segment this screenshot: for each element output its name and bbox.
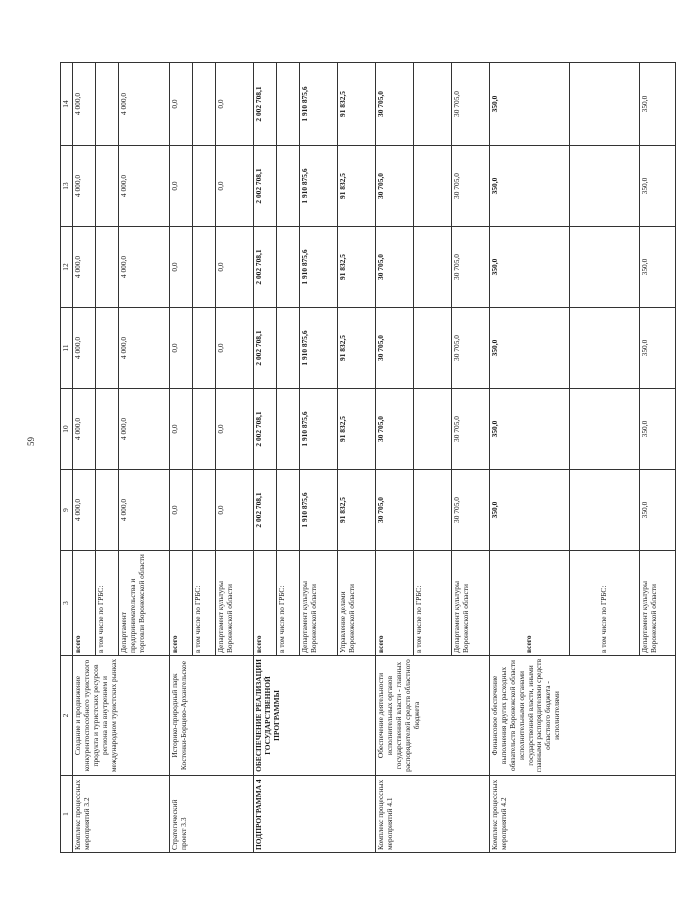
row-code: Комплекс процессных мероприятий 3.2 <box>73 776 170 853</box>
value-cell <box>277 63 300 146</box>
value-cell: 30 705,0 <box>376 470 414 551</box>
value-cell: 2 002 708,1 <box>254 389 277 470</box>
rotated-page-content <box>60 63 658 853</box>
row-title: Создание и продвижение конкурентоспособного туристского продукта и туристских ресурсов региона на внутреннем и международном туристских рынках <box>73 656 170 776</box>
value-cell <box>193 308 216 389</box>
value-cell: 91 832,5 <box>338 470 376 551</box>
value-cell: 350,0 <box>640 389 676 470</box>
value-cell: 30 705,0 <box>376 63 414 146</box>
value-cell <box>570 227 640 308</box>
header-row <box>61 63 73 853</box>
header-cell: 3 <box>61 551 73 656</box>
header-cell: 10 <box>61 389 73 470</box>
value-cell: 0,0 <box>216 146 254 227</box>
value-cell: 0,0 <box>216 389 254 470</box>
value-cell: 30 705,0 <box>452 227 490 308</box>
header-cell: 9 <box>61 470 73 551</box>
value-cell <box>96 470 119 551</box>
value-cell: 0,0 <box>170 470 193 551</box>
row-label: в том числе по ГРБС: <box>277 551 300 656</box>
value-cell: 4 000,0 <box>119 227 170 308</box>
value-cell: 0,0 <box>170 63 193 146</box>
value-cell: 350,0 <box>640 63 676 146</box>
header-cell: 14 <box>61 63 73 146</box>
row-code: Комплекс процессных мероприятий 4.2 <box>490 776 676 853</box>
value-cell: 0,0 <box>170 227 193 308</box>
value-cell: 91 832,5 <box>338 308 376 389</box>
value-cell <box>414 389 452 470</box>
table-row <box>490 63 570 853</box>
value-cell: 4 000,0 <box>73 389 96 470</box>
value-cell <box>96 308 119 389</box>
value-cell: 350,0 <box>490 470 570 551</box>
row-label: в том числе по ГРБС: <box>96 551 119 656</box>
value-cell: 4 000,0 <box>119 389 170 470</box>
value-cell: 4 000,0 <box>119 470 170 551</box>
value-cell <box>193 63 216 146</box>
value-cell <box>96 63 119 146</box>
value-cell <box>96 146 119 227</box>
value-cell: 0,0 <box>216 227 254 308</box>
value-cell: 1 910 875,6 <box>300 146 338 227</box>
value-cell <box>277 308 300 389</box>
value-cell: 4 000,0 <box>73 470 96 551</box>
value-cell: 350,0 <box>490 227 570 308</box>
value-cell: 0,0 <box>216 308 254 389</box>
header-cell: 13 <box>61 146 73 227</box>
value-cell: 350,0 <box>640 470 676 551</box>
value-cell <box>96 389 119 470</box>
table-row <box>376 63 414 853</box>
value-cell: 1 910 875,6 <box>300 389 338 470</box>
value-cell <box>193 227 216 308</box>
value-cell <box>570 389 640 470</box>
value-cell <box>193 146 216 227</box>
row-label: в том числе по ГРБС: <box>414 551 452 656</box>
value-cell: 30 705,0 <box>452 470 490 551</box>
row-label: всего <box>254 551 277 656</box>
value-cell: 0,0 <box>170 389 193 470</box>
value-cell: 0,0 <box>216 470 254 551</box>
value-cell: 4 000,0 <box>73 146 96 227</box>
value-cell <box>570 146 640 227</box>
value-cell <box>570 470 640 551</box>
value-cell: 1 910 875,6 <box>300 470 338 551</box>
value-cell: 30 705,0 <box>452 389 490 470</box>
page-number: 59 <box>26 437 36 446</box>
value-cell <box>193 470 216 551</box>
row-label: в том числе по ГРБС: <box>570 551 640 656</box>
value-cell: 30 705,0 <box>452 146 490 227</box>
row-label: Департамент культуры Воронежской области <box>216 551 254 656</box>
row-label: Департамент культуры Воронежской области <box>300 551 338 656</box>
row-title: Финансовое обеспечение выполнения других расходных обязательств Воронежской области исполнительными органами государственной власти, иными главными распорядителями средств областного бюджета - исполнителями <box>490 656 676 776</box>
value-cell: 4 000,0 <box>119 146 170 227</box>
value-cell: 2 002 708,1 <box>254 308 277 389</box>
value-cell: 0,0 <box>216 63 254 146</box>
value-cell <box>277 470 300 551</box>
value-cell: 2 002 708,1 <box>254 470 277 551</box>
row-label: Департамент культуры Воронежской области <box>640 551 676 656</box>
value-cell: 1 910 875,6 <box>300 63 338 146</box>
budget-table <box>60 62 676 853</box>
value-cell <box>277 389 300 470</box>
row-title: Обеспечение деятельности исполнительных органов государственной власти - главных распорядителей средств областного бюджета <box>376 656 490 776</box>
header-cell: 11 <box>61 308 73 389</box>
value-cell: 30 705,0 <box>376 146 414 227</box>
row-label: Департамент культуры Воронежской области <box>452 551 490 656</box>
row-label: Управление делами Воронежской области <box>338 551 376 656</box>
value-cell: 91 832,5 <box>338 63 376 146</box>
row-label: всего <box>73 551 96 656</box>
row-code: Комплекс процессных мероприятий 4.1 <box>376 776 490 853</box>
header-cell: 2 <box>61 656 73 776</box>
value-cell: 350,0 <box>490 146 570 227</box>
table-row <box>170 63 193 853</box>
value-cell <box>414 63 452 146</box>
value-cell <box>96 227 119 308</box>
value-cell: 91 832,5 <box>338 389 376 470</box>
header-cell: 1 <box>61 776 73 853</box>
value-cell <box>193 389 216 470</box>
row-label: всего <box>376 551 414 656</box>
row-label: всего <box>170 551 193 656</box>
row-label: Департамент предпринимательства и торговли Воронежской области <box>119 551 170 656</box>
row-code: Стратегический проект 3.3 <box>170 776 254 853</box>
row-title: Историко-природный парк Костенки-Борщево-Архангельское <box>170 656 254 776</box>
value-cell <box>414 470 452 551</box>
value-cell: 350,0 <box>490 389 570 470</box>
value-cell <box>570 308 640 389</box>
value-cell <box>414 227 452 308</box>
value-cell: 30 705,0 <box>452 308 490 389</box>
value-cell: 350,0 <box>640 308 676 389</box>
value-cell: 4 000,0 <box>119 308 170 389</box>
value-cell <box>570 63 640 146</box>
value-cell: 30 705,0 <box>376 308 414 389</box>
rotated-page <box>60 63 658 853</box>
row-label: в том числе по ГРБС: <box>193 551 216 656</box>
value-cell: 1 910 875,6 <box>300 227 338 308</box>
value-cell: 1 910 875,6 <box>300 308 338 389</box>
value-cell <box>414 308 452 389</box>
value-cell: 30 705,0 <box>376 227 414 308</box>
row-label: всего <box>490 551 570 656</box>
table-row <box>73 63 96 853</box>
value-cell: 0,0 <box>170 146 193 227</box>
value-cell: 4 000,0 <box>73 308 96 389</box>
row-code: ПОДПРОГРАММА 4 <box>254 776 376 853</box>
value-cell <box>414 146 452 227</box>
value-cell: 4 000,0 <box>119 63 170 146</box>
value-cell: 350,0 <box>640 146 676 227</box>
row-title: ОБЕСПЕЧЕНИЕ РЕАЛИЗАЦИИ ГОСУДАРСТВЕННОЙ ПРОГРАММЫ <box>254 656 376 776</box>
value-cell: 91 832,5 <box>338 227 376 308</box>
value-cell: 4 000,0 <box>73 227 96 308</box>
value-cell: 350,0 <box>490 63 570 146</box>
header-cell: 12 <box>61 227 73 308</box>
value-cell: 350,0 <box>490 308 570 389</box>
value-cell: 2 002 708,1 <box>254 227 277 308</box>
value-cell: 0,0 <box>170 308 193 389</box>
value-cell <box>277 146 300 227</box>
table-row <box>254 63 277 853</box>
value-cell: 2 002 708,1 <box>254 63 277 146</box>
value-cell: 350,0 <box>640 227 676 308</box>
value-cell: 91 832,5 <box>338 146 376 227</box>
value-cell: 2 002 708,1 <box>254 146 277 227</box>
value-cell: 30 705,0 <box>376 389 414 470</box>
value-cell <box>277 227 300 308</box>
value-cell: 30 705,0 <box>452 63 490 146</box>
value-cell: 4 000,0 <box>73 63 96 146</box>
